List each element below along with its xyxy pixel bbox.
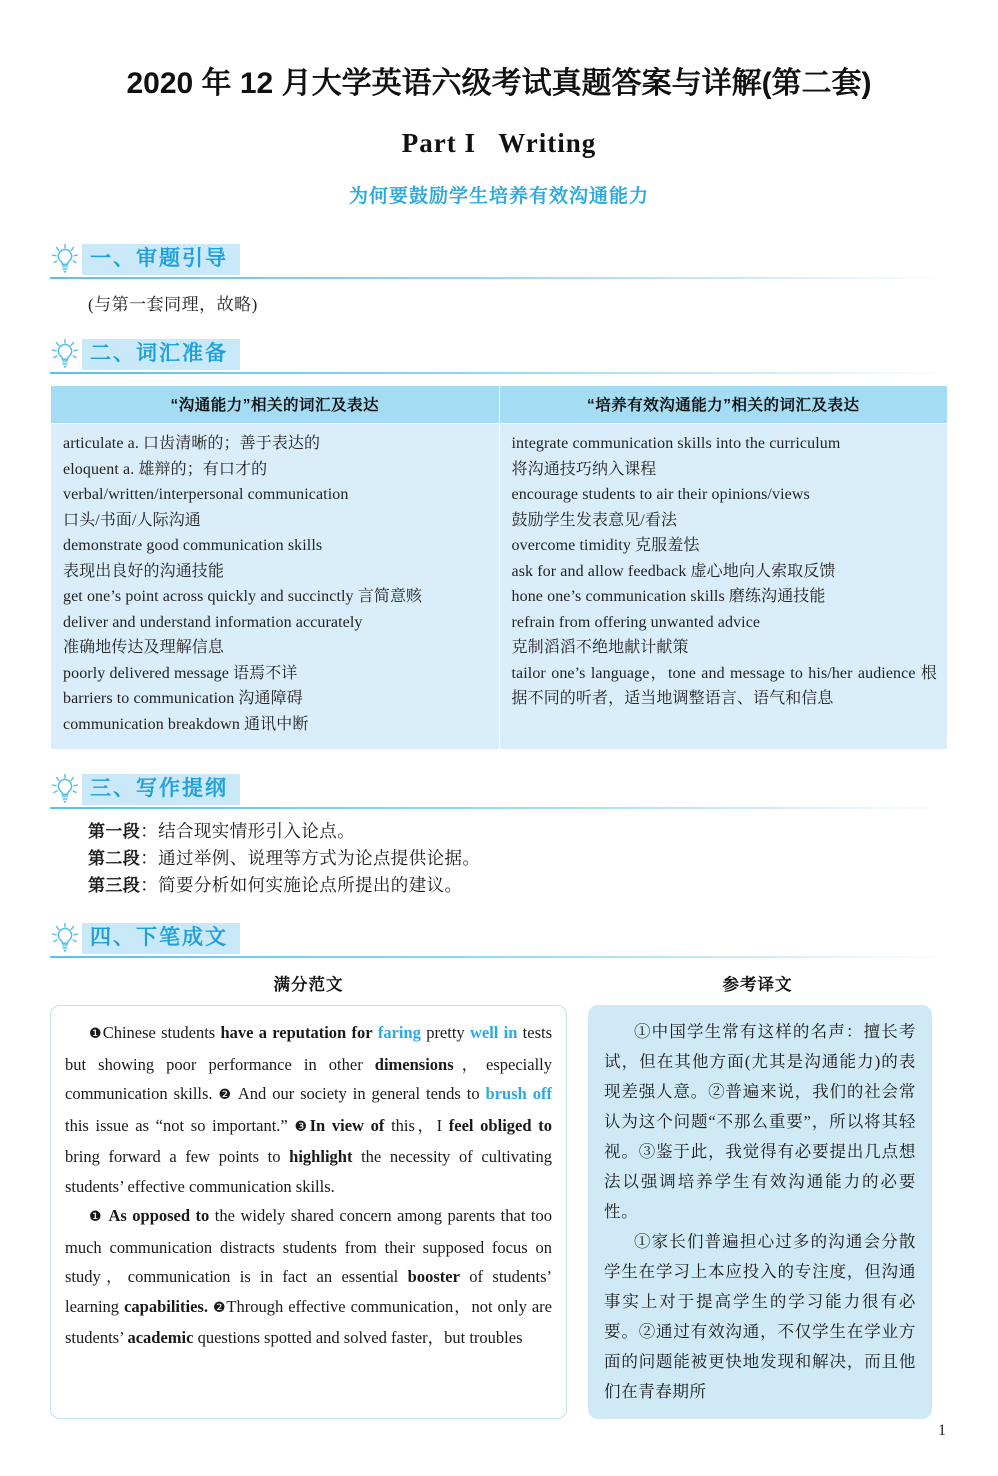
outline-paragraph-text: ：简要分析如何实施论点所提出的建议。: [140, 875, 463, 895]
essay-topic: 为何要鼓励学生培养有效沟通能力: [348, 186, 649, 207]
outline-paragraph-text: ：结合现实情形引入论点。: [140, 821, 356, 841]
column-gap: [567, 1005, 588, 1419]
page-number: 1: [938, 1422, 946, 1439]
model-essay-box: [50, 1005, 567, 1419]
vocab-entry: demonstrate good communication skills: [63, 537, 323, 554]
part-number: I: [464, 128, 475, 158]
part-name: Writing: [498, 128, 597, 158]
vocab-entry: 克制滔滔不绝地献计献策: [511, 639, 689, 656]
translation-paragraph-2: ①家长们普遍担心过多的沟通会分散学生在学习上本应投入的专注度，但沟通事实上对于提高学生的学习能力很有必要。②通过有效沟通，不仅学生在学业方面的问题能被更快地发现和解决，而且他们在青春期所: [604, 1232, 916, 1401]
vocab-entry: 鼓励学生发表意见/看法: [511, 511, 678, 529]
essay-paragraph-1: ❶Chinese students have a reputation for faring pretty well in tests but showing poor performance in other dimensions，especially communication skills. ❷ And our society in general tends to brush off this issue as “not so important.” ❸In view of this，I feel obliged to bring forward a few points to highlight the necessity of cultivating students’ effective communication skills.: [65, 1023, 552, 1196]
lightbulb-icon: [50, 338, 80, 370]
vocab-entry: 将沟通技巧纳入课程: [511, 460, 657, 478]
vocab-entry: tailor one’s language，tone and message to his/her audience 根据不同的听者，适当地调整语言、语气和信息: [511, 664, 937, 707]
vocab-entry: 准确地传达及理解信息: [63, 639, 225, 656]
essay-paragraph-2: ❶ As opposed to the widely shared concern among parents that too much communication distracts students from their supposed focus on study，communication is in fact an essential booster of students’ learning capabilities. ❷Through effective communication，not only are students’ academic questions spotted and solved faster，but troubles: [65, 1206, 553, 1347]
vocab-entry: ask for and allow feedback 虚心地向人索取反馈: [511, 562, 836, 580]
vocab-entry: communication breakdown 通讯中断: [63, 715, 309, 733]
vocab-cell-right: [499, 424, 948, 750]
vocab-entry: articulate a. 口齿清晰的；善于表达的: [63, 435, 321, 452]
translation-box: [588, 1005, 932, 1419]
vocab-entry: verbal/written/interpersonal communication: [63, 486, 349, 503]
outline-item: [88, 845, 948, 872]
outline-paragraph-label: 第二段: [88, 849, 141, 868]
section-label: 四、下笔成文: [82, 923, 240, 954]
vocab-entry: 表现出良好的沟通技能: [63, 562, 225, 580]
section-divider: [50, 277, 948, 279]
lightbulb-icon: [50, 922, 80, 954]
outline-item: [88, 818, 948, 845]
section-divider: [50, 807, 948, 809]
vocab-entry: eloquent a. 雄辩的；有口才的: [63, 460, 268, 478]
lightbulb-icon: [50, 243, 80, 275]
section-divider: [50, 372, 948, 374]
lightbulb-icon: [50, 773, 80, 805]
vocab-entry: 口头/书面/人际沟通: [63, 511, 201, 529]
column-header-cultivate-communication: “培养有效沟通能力”相关的词汇及表达: [499, 386, 948, 424]
section-header-xia-bi-cheng-wen: [50, 921, 948, 955]
section-header-ci-hui-zhun-bei: [50, 337, 948, 371]
outline-paragraph-label: 第三段: [88, 876, 141, 895]
section-divider: [50, 956, 948, 958]
part-title-prefix: Part: [401, 128, 457, 158]
writing-outline: [88, 818, 948, 899]
outline-item: [88, 872, 948, 899]
part-title: [50, 128, 948, 159]
column-header-communication-ability: “沟通能力”相关的词汇及表达: [51, 386, 500, 424]
section-note: (与第一套同理，故略): [88, 295, 258, 314]
document-page: [0, 58, 998, 1476]
vocab-cell-left: [51, 424, 500, 750]
vocab-entry: encourage students to air their opinions/views: [511, 486, 810, 503]
vocab-entry: get one’s point across quickly and succinctly 言简意赅: [63, 588, 423, 605]
section-label: 一、审题引导: [82, 244, 240, 275]
composition-body: [50, 1005, 948, 1419]
vocabulary-table: [50, 385, 948, 750]
section-header-shen-ti-yin-dao: [50, 242, 948, 276]
vocab-entry: overcome timidity 克服羞怯: [511, 537, 700, 554]
vocab-entry: barriers to communication 沟通障碍: [63, 690, 303, 707]
outline-paragraph-label: 第一段: [88, 822, 141, 841]
section-header-xie-zuo-ti-gang: [50, 772, 948, 806]
vocab-entry: deliver and understand information accurately: [63, 613, 363, 631]
vocab-entry: poorly delivered message 语焉不详: [63, 664, 298, 682]
outline-paragraph-text: ：通过举例、说理等方式为论点提供论据。: [140, 848, 481, 868]
section-label: 二、词汇准备: [82, 339, 240, 370]
table-header-row: [51, 386, 948, 424]
vocab-entry: refrain from offering unwanted advice: [511, 613, 761, 631]
section-label: 三、写作提纲: [82, 774, 240, 805]
translation-heading: 参考译文: [722, 976, 793, 994]
translation-paragraph-1: ①中国学生常有这样的名声：擅长考试，但在其他方面(尤其是沟通能力)的表现差强人意。②普遍来说，我们的社会常认为这个问题“不那么重要”，所以将其轻视。③鉴于此，我觉得有必要提出几点想法以强调培养学生有效沟通能力的必要性。: [604, 1022, 916, 1221]
vocab-entry: hone one’s communication skills 磨练沟通技能: [511, 588, 826, 605]
composition-headings: [50, 971, 948, 995]
table-row: [51, 424, 948, 750]
model-essay-heading: 满分范文: [273, 976, 344, 994]
page-title: 2020 年 12 月大学英语六级考试真题答案与详解(第二套): [126, 67, 872, 100]
vocab-entry: integrate communication skills into the curriculum: [511, 435, 841, 452]
